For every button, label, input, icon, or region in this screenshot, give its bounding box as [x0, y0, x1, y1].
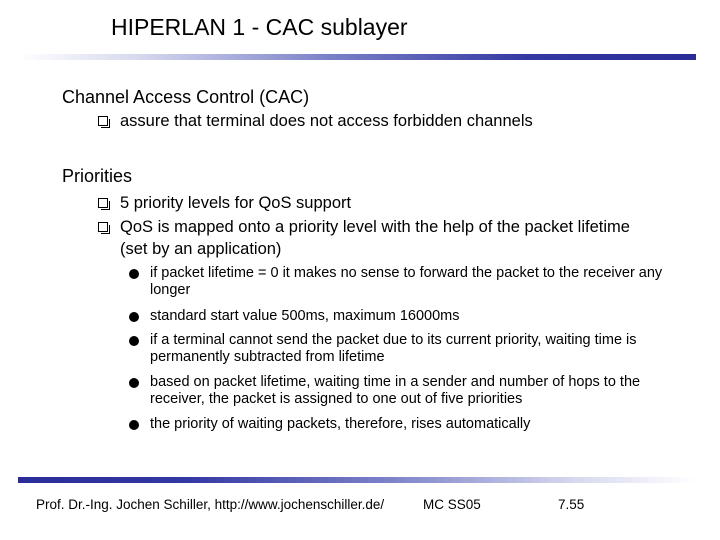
footer-author: Prof. Dr.-Ing. Jochen Schiller, http://www.jochenschiller.de/ — [36, 497, 385, 512]
checkbox-bullet-icon — [98, 198, 108, 208]
sub-bullet-3-text: if a terminal cannot send the packet due to its current priority, waiting time is permanently subtracted from lifetime — [150, 332, 637, 365]
sub-bullet-4-text: based on packet lifetime, waiting time in a sender and number of hops to the receiver, the packet is assigned to one out of five priorities — [150, 374, 641, 407]
section-heading-priorities: Priorities — [62, 166, 133, 186]
sub-bullet-2-text: standard start value 500ms, maximum 16000ms — [150, 308, 460, 324]
round-bullet-icon — [129, 420, 139, 430]
footer-page-number: 7.55 — [558, 497, 585, 512]
round-bullet-icon — [129, 269, 139, 279]
footer-rule — [18, 477, 696, 483]
checkbox-bullet-icon — [98, 116, 108, 126]
bullet-priorities-1-text: 5 priority levels for QoS support — [120, 194, 352, 212]
round-bullet-icon — [129, 312, 139, 322]
sub-bullet-5-text: the priority of waiting packets, therefore, rises automatically — [150, 416, 531, 432]
checkbox-bullet-icon — [98, 222, 108, 232]
sub-bullet-5 — [150, 416, 690, 433]
round-bullet-icon — [129, 336, 139, 346]
round-bullet-icon — [129, 378, 139, 388]
sub-bullet-1 — [150, 265, 690, 299]
slide-title: HIPERLAN 1 - CAC sublayer — [111, 14, 408, 40]
title-underline-rule — [18, 54, 696, 60]
sub-bullet-1-text: if packet lifetime = 0 it makes no sense to forward the packet to the receiver any longer — [150, 265, 663, 298]
sub-bullet-3 — [150, 332, 690, 366]
bullet-priorities-2-text: QoS is mapped onto a priority level with the help of the packet lifetime (set by an application) — [120, 218, 630, 258]
bullet-priorities-2 — [120, 216, 660, 260]
sub-bullet-4 — [150, 374, 690, 408]
footer-course: MC SS05 — [423, 497, 481, 512]
sub-bullet-2 — [150, 308, 690, 325]
bullet-priorities-1 — [120, 192, 660, 214]
section-heading-cac: Channel Access Control (CAC) — [62, 87, 310, 107]
bullet-cac-1 — [120, 110, 660, 132]
bullet-cac-1-text: assure that terminal does not access forbidden channels — [120, 112, 533, 130]
